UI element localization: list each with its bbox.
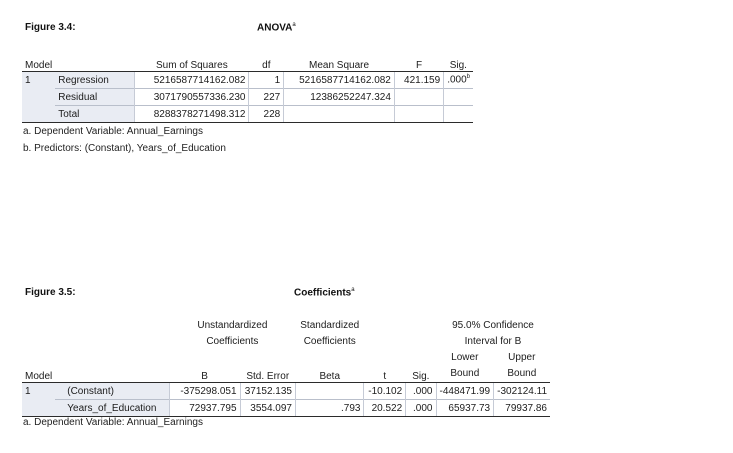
figure-3-4-label: Figure 3.4: <box>25 22 76 33</box>
header-sig: Sig. <box>444 55 473 72</box>
coefficients-title-text: Coefficients <box>294 287 352 299</box>
cell-sum-of-squares: 5216587714162.082 <box>135 72 249 89</box>
figure-3-5-label: Figure 3.5: <box>25 287 76 298</box>
row-label: Regression <box>55 72 134 89</box>
header-confidence-interval: 95.0% Confidence Interval for B <box>452 320 534 347</box>
row-label: (Constant) <box>55 383 169 400</box>
table-row <box>22 400 550 417</box>
cell-beta: .793 <box>296 400 364 417</box>
cell-f <box>394 89 443 106</box>
anova-title <box>257 22 296 33</box>
cell-std-error: 3554.097 <box>240 400 295 417</box>
header-b: B <box>169 350 240 383</box>
cell-sig: .000 <box>406 400 436 417</box>
cell-sum-of-squares: 8288378271498.312 <box>135 106 249 123</box>
cell-upper-bound: 79937.86 <box>494 400 550 417</box>
header-mean-square: Mean Square <box>284 55 395 72</box>
coefficients-title <box>294 287 355 298</box>
cell-lower-bound: -448471.99 <box>436 383 494 400</box>
header-beta: Beta <box>296 350 364 383</box>
sig-sup: b <box>466 74 470 81</box>
coefficients-table <box>22 316 550 417</box>
header-f: F <box>394 55 443 72</box>
header-unstandardized: Unstandardized Coefficients <box>197 320 268 347</box>
cell-mean-square: 5216587714162.082 <box>284 72 395 89</box>
cell-t: 20.522 <box>364 400 406 417</box>
row-label: Years_of_Education <box>55 400 169 417</box>
cell-lower-bound: 65937.73 <box>436 400 494 417</box>
header-sum-of-squares: Sum of Squares <box>135 55 249 72</box>
cell-df: 228 <box>249 106 284 123</box>
coefficients-header-row <box>22 350 550 383</box>
header-df: df <box>249 55 284 72</box>
cell-df: 227 <box>249 89 284 106</box>
header-t: t <box>364 350 406 383</box>
coefficients-note-a: a. Dependent Variable: Annual_Earnings <box>23 417 203 428</box>
cell-mean-square: 12386252247.324 <box>284 89 395 106</box>
cell-sig <box>444 72 473 89</box>
cell-f: 421.159 <box>394 72 443 89</box>
anova-table <box>22 55 473 123</box>
anova-note-a: a. Dependent Variable: Annual_Earnings <box>23 126 203 137</box>
anova-header-row <box>22 55 473 72</box>
cell-std-error: 37152.135 <box>240 383 295 400</box>
header-model: Model <box>22 55 55 72</box>
row-label: Residual <box>55 89 134 106</box>
sig-value: .000 <box>447 74 467 86</box>
table-row <box>22 72 473 89</box>
anova-title-text: ANOVA <box>257 22 293 34</box>
header-upper-bound: Upper Bound <box>494 350 550 383</box>
cell-b: 72937.795 <box>169 400 240 417</box>
cell-beta <box>296 383 364 400</box>
model-number: 1 <box>22 72 55 89</box>
header-sig: Sig. <box>406 350 436 383</box>
cell-f <box>394 106 443 123</box>
anova-note-b: b. Predictors: (Constant), Years_of_Education <box>23 143 226 154</box>
cell-sig <box>444 89 473 106</box>
cell-b: -375298.051 <box>169 383 240 400</box>
anova-title-sup: a <box>292 22 296 28</box>
coefficients-title-sup: a <box>351 287 355 293</box>
coefficients-group-header-row <box>22 316 550 350</box>
cell-sum-of-squares: 3071790557336.230 <box>135 89 249 106</box>
cell-t: -10.102 <box>364 383 406 400</box>
cell-mean-square <box>284 106 395 123</box>
model-number: 1 <box>22 383 55 400</box>
row-label: Total <box>55 106 134 123</box>
cell-sig: .000 <box>406 383 436 400</box>
header-std-error: Std. Error <box>240 350 295 383</box>
cell-upper-bound: -302124.11 <box>494 383 550 400</box>
cell-sig <box>444 106 473 123</box>
header-lower-bound: Lower Bound <box>436 350 494 383</box>
table-row <box>22 89 473 106</box>
table-row <box>22 106 473 123</box>
cell-df: 1 <box>249 72 284 89</box>
header-standardized: Standardized Coefficients <box>300 320 360 347</box>
header-model: Model <box>22 350 55 383</box>
table-row <box>22 383 550 400</box>
